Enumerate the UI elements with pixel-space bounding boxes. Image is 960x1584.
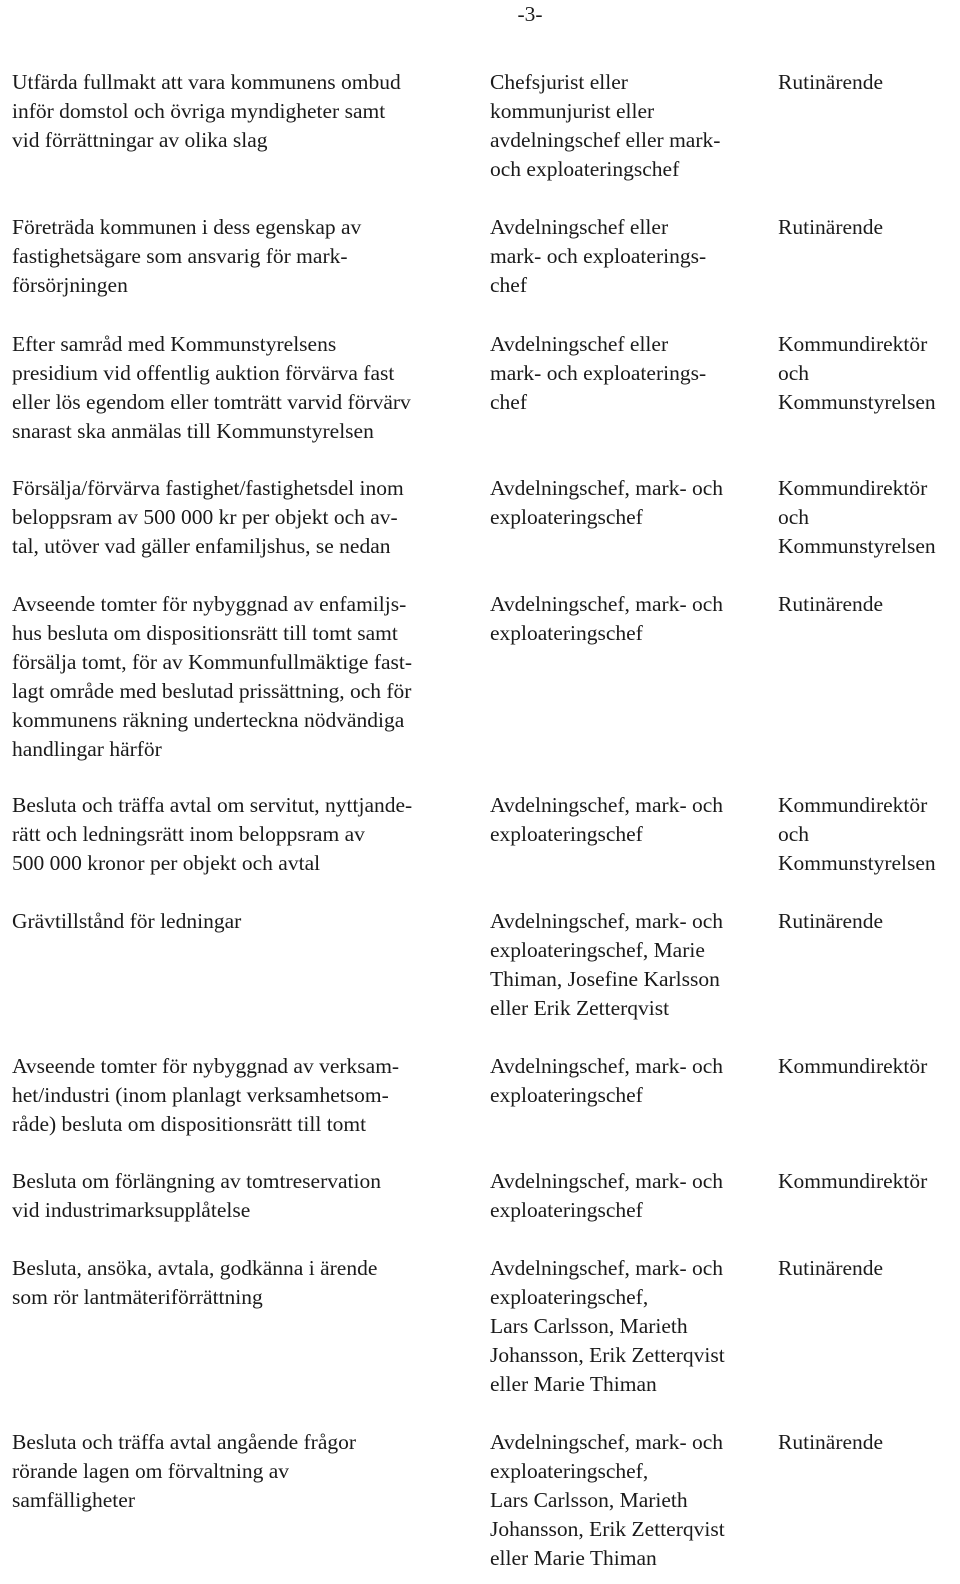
delegate-text: Avdelningschef, mark- och exploateringschef	[490, 592, 724, 645]
reporting-text: Kommundirektör och Kommunstyrelsen	[778, 793, 936, 875]
task-text: Besluta och träffa avtal om servitut, nyttjande- rätt och ledningsrätt inom beloppsram av 500 000 kronor per objekt och avtal	[12, 793, 413, 875]
task-text: Besluta om förlängning av tomtreservation vid industrimarksupplåtelse	[12, 1169, 381, 1222]
delegate-text: Avdelningschef eller mark- och exploaterings- chef	[490, 332, 707, 414]
task-text: Besluta, ansöka, avtala, godkänna i ärende som rör lantmäteriförrättning	[12, 1256, 378, 1309]
page-number: -3-	[517, 2, 543, 26]
task-text: Efter samråd med Kommunstyrelsens presidium vid offentlig auktion förvärva fast eller lös egendom eller tomträtt varvid förvärv snarast ska anmälas till Kommunstyrelsen	[12, 332, 411, 443]
delegate-text: Avdelningschef, mark- och exploateringschef	[490, 1169, 724, 1222]
delegate-text: Avdelningschef, mark- och exploateringschef, Marie Thiman, Josefine Karlsson eller Erik Zetterqvist	[490, 909, 724, 1020]
reporting-text: Kommundirektör	[778, 1054, 928, 1078]
task-text: Avseende tomter för nybyggnad av enfamiljs- hus besluta om dispositionsrätt till tomt samt försälja tomt, för av Kommunfullmäktige fast- lagt område med beslutad prissättning, och för kommunens räkning underteckna nödvändiga handlingar härför	[12, 592, 413, 761]
reporting-text: Rutinärende	[778, 909, 884, 933]
reporting-text: Kommundirektör	[778, 1169, 928, 1193]
reporting-text: Rutinärende	[778, 70, 884, 94]
task-text: Avseende tomter för nybyggnad av verksam- het/industri (inom planlagt verksamhetsom- råde) besluta om dispositionsrätt till tomt	[12, 1054, 400, 1136]
delegate-text: Avdelningschef eller mark- och exploaterings- chef	[490, 215, 707, 297]
reporting-text: Rutinärende	[778, 1430, 884, 1454]
reporting-text: Kommundirektör och Kommunstyrelsen	[778, 332, 936, 414]
delegate-text: Avdelningschef, mark- och exploateringschef, Lars Carlsson, Marieth Johansson, Erik Zetterqvist eller Marie Thiman	[490, 1256, 725, 1396]
task-text: Försälja/förvärva fastighet/fastighetsdel inom beloppsram av 500 000 kr per objekt och av- tal, utöver vad gäller enfamiljshus, se nedan	[12, 476, 404, 558]
delegate-text: Avdelningschef, mark- och exploateringschef	[490, 793, 724, 846]
task-text: Besluta och träffa avtal angående frågor rörande lagen om förvaltning av samfälligheter	[12, 1430, 357, 1512]
reporting-text: Rutinärende	[778, 215, 884, 239]
task-text: Utfärda fullmakt att vara kommunens ombud inför domstol och övriga myndigheter samt vid förrättningar av olika slag	[12, 70, 401, 152]
reporting-text: Rutinärende	[778, 1256, 884, 1280]
delegate-text: Avdelningschef, mark- och exploateringschef	[490, 476, 724, 529]
delegate-text: Chefsjurist eller kommunjurist eller avdelningschef eller mark- och exploateringschef	[490, 70, 721, 181]
reporting-text: Kommundirektör och Kommunstyrelsen	[778, 476, 936, 558]
delegate-text: Avdelningschef, mark- och exploateringschef, Lars Carlsson, Marieth Johansson, Erik Zetterqvist eller Marie Thiman	[490, 1430, 725, 1570]
reporting-text: Rutinärende	[778, 592, 884, 616]
task-text: Grävtillstånd för ledningar	[12, 909, 242, 933]
task-text: Företräda kommunen i dess egenskap av fastighetsägare som ansvarig för mark- försörjningen	[12, 215, 362, 297]
delegate-text: Avdelningschef, mark- och exploateringschef	[490, 1054, 724, 1107]
